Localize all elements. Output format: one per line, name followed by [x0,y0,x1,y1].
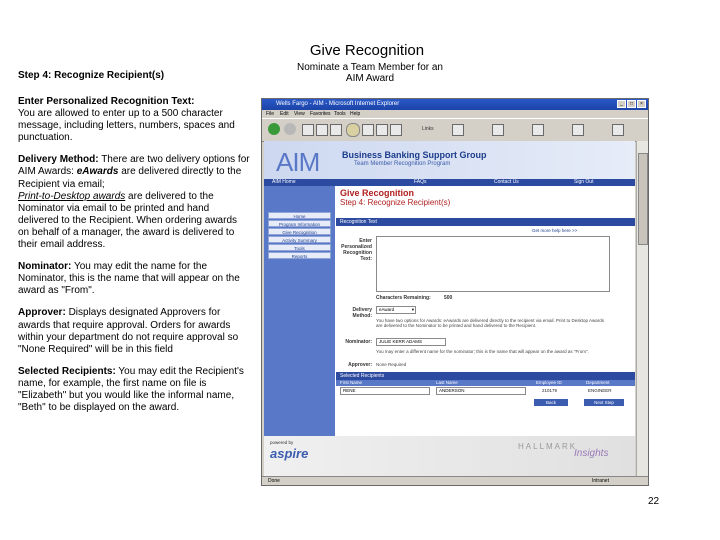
slide-title: Give Recognition [309,42,425,59]
instruction-recognition-text [18,96,250,144]
menu-edit[interactable]: Edit [280,111,289,117]
status-text: Done [268,478,280,484]
instruction-body: Displays designated Approvers for awards that require approval. Orders for awards within your department do not require approval so "None Required" will be in this field [18,307,239,355]
column-header: Employee ID [536,380,562,385]
delivery-method-select[interactable] [376,306,416,314]
form-title: Give Recognition [340,188,415,198]
instruction-heading: Approver: [18,307,66,319]
section-recognition-text [336,218,635,226]
recognition-text-input[interactable] [376,236,610,292]
employee-id: 210179 [542,388,558,393]
column-header: First Name [340,380,363,385]
recognition-form [336,186,635,436]
page-content [264,141,635,476]
stop-icon[interactable] [302,124,314,136]
hallmark-logo: HALLMARK [518,442,578,451]
nominator-label: Nominator: [345,339,372,345]
table-row [336,387,635,395]
nominator-note: You may enter a different name for the nominator; this is the name that will appear on the award as "From". [376,349,589,354]
form-step: Step 4: Recognize Recipient(s) [340,198,451,207]
instruction-heading: Enter Personalized Recognition Text: [18,96,195,107]
nav-aim-home[interactable]: AIM Home [272,179,296,185]
status-bar [262,476,648,486]
menu-bar [262,110,648,118]
browser-toolbar [262,118,648,142]
back-button[interactable]: Back [534,399,568,406]
menu-view[interactable]: View [294,111,305,117]
toolbar-button-icon[interactable] [452,124,464,136]
powered-by-label: powered by [270,440,294,445]
instruction-heading: Nominator: [18,261,72,273]
delivery-method-note: You have two options for Awards: eAwards are delivered directly to the recipient via email. Print to Desktop Awards are delivered to the Nominator to be printed and hand delivered to the Recipient. [376,318,604,329]
vertical-scrollbar[interactable] [636,141,648,476]
instruction-body: You may edit the Recipient's name, for example, the first name on file is "Elizabeth" but you would like the informal name, "Beth" to be displayed on the award. [18,365,244,414]
maximize-icon[interactable]: □ [627,100,636,108]
toolbar-button-icon[interactable] [612,124,624,136]
last-name-value: ANDERSON [439,388,465,393]
toolbar-button-icon[interactable] [532,124,544,136]
history-icon[interactable] [376,124,388,136]
next-step-button[interactable]: Next Step [584,399,624,406]
favorites-icon[interactable] [362,124,374,136]
instruction-approver [18,307,250,355]
last-name-input[interactable] [436,387,526,395]
section-title: Selected Recipients [340,373,385,379]
menu-tools[interactable]: Tools [334,111,346,117]
sidebar-item-tools[interactable]: Tools [268,244,331,251]
step-heading: Step 4: Recognize Recipient(s) [18,70,165,81]
aspire-logo: aspire [270,446,309,461]
sidebar-item-program-information[interactable]: Program Information [268,220,331,227]
slide-subtitle: Nominate a Team Member for an AIM Award [297,62,443,84]
banner-program: Team Member Recognition Program [354,161,451,167]
toolbar-button-icon[interactable] [492,124,504,136]
toolbar-button-icon[interactable] [572,124,584,136]
nav-sign-out[interactable]: Sign Out [574,179,594,185]
instructions [18,96,250,414]
site-nav [264,179,635,186]
minimize-icon[interactable]: _ [617,100,626,108]
banner-group: Business Banking Support Group [342,150,487,160]
chars-remaining-label: Characters Remaining: [376,295,431,301]
instruction-body: are delivered to the Nominator via email to be printed and hand delivered to the Recipient. When ordering awards on behalf of a manager, the award is delivered to their email address. [18,190,238,251]
nominator-value: JULIE KERR ADAMS [379,339,423,344]
instruction-body: You may edit the name for the Nominator, this is the name that will appear on the award as "From". [18,261,240,297]
approver-value: None Required [376,362,407,367]
site-footer [264,436,635,476]
browser-window [261,98,649,486]
section-title: Recognition Text [340,219,377,225]
status-zone: Intranet [592,478,609,484]
instruction-body: There are two delivery options for AIM Awards: [18,154,250,178]
refresh-icon[interactable] [316,124,328,136]
menu-favorites[interactable]: Favorites [310,111,331,117]
nominator-input[interactable] [376,338,446,346]
sidebar-item-give-recognition[interactable]: Give Recognition [268,228,331,235]
delivery-method-label: Delivery Method: [352,307,372,319]
site-banner [264,141,635,179]
insights-logo: Insights [574,448,609,459]
instruction-body: are delivered directly to the Recipient via email; [18,166,242,190]
sidebar-item-activity-summary[interactable]: Activity Summary [268,236,331,243]
back-icon[interactable] [268,123,280,135]
menu-help[interactable]: Help [350,111,361,117]
instruction-delivery-method [18,154,250,251]
sidebar [264,186,335,436]
home-icon[interactable] [330,124,342,136]
recognition-text-label: Enter Personalized Recognition Text: [341,238,372,262]
search-icon[interactable] [346,123,360,137]
approver-label: Approver: [348,362,372,368]
links-label[interactable]: Links [422,126,434,132]
sidebar-item-reports[interactable]: Reports [268,252,331,259]
aim-logo: AIM [276,147,320,177]
column-header: Department [586,380,610,385]
close-icon[interactable]: × [637,100,646,108]
chevron-down-icon: ▾ [411,307,414,312]
page-number: 22 [648,496,660,507]
section-selected-recipients [336,372,635,380]
nav-contact-us[interactable]: Contact Us [494,179,519,185]
instruction-selected-recipients [18,366,250,414]
mail-icon[interactable] [390,124,402,136]
instruction-term: Print-to-Desktop awards [18,190,126,202]
forward-icon[interactable] [284,123,296,135]
recipients-table-header [336,380,635,386]
first-name-input[interactable] [340,387,430,395]
column-header: Last Name [436,380,458,385]
instruction-body: You are allowed to enter up to a 500 character message, including letters, numbers, spaces and punctuation. [18,108,235,144]
window-title: Wells Fargo - AIM - Microsoft Internet Explorer [276,101,400,107]
menu-file[interactable]: File [266,111,275,117]
instruction-heading: Selected Recipients: [18,365,116,377]
department: ENGINEER [588,388,612,393]
nav-faqs[interactable]: FAQs [414,179,427,185]
sidebar-item-home[interactable]: Home [268,212,331,219]
window-titlebar [262,99,648,110]
help-link[interactable]: Get more help here >> [532,228,578,233]
scrollbar-thumb[interactable] [638,153,648,245]
delivery-method-value: eAward [379,307,395,312]
instruction-heading: Delivery Method: [18,154,99,166]
instruction-nominator [18,261,250,297]
first-name-value: RENE [343,388,356,393]
instruction-term: eAwards [76,166,119,178]
chars-remaining-value: 500 [444,295,453,301]
